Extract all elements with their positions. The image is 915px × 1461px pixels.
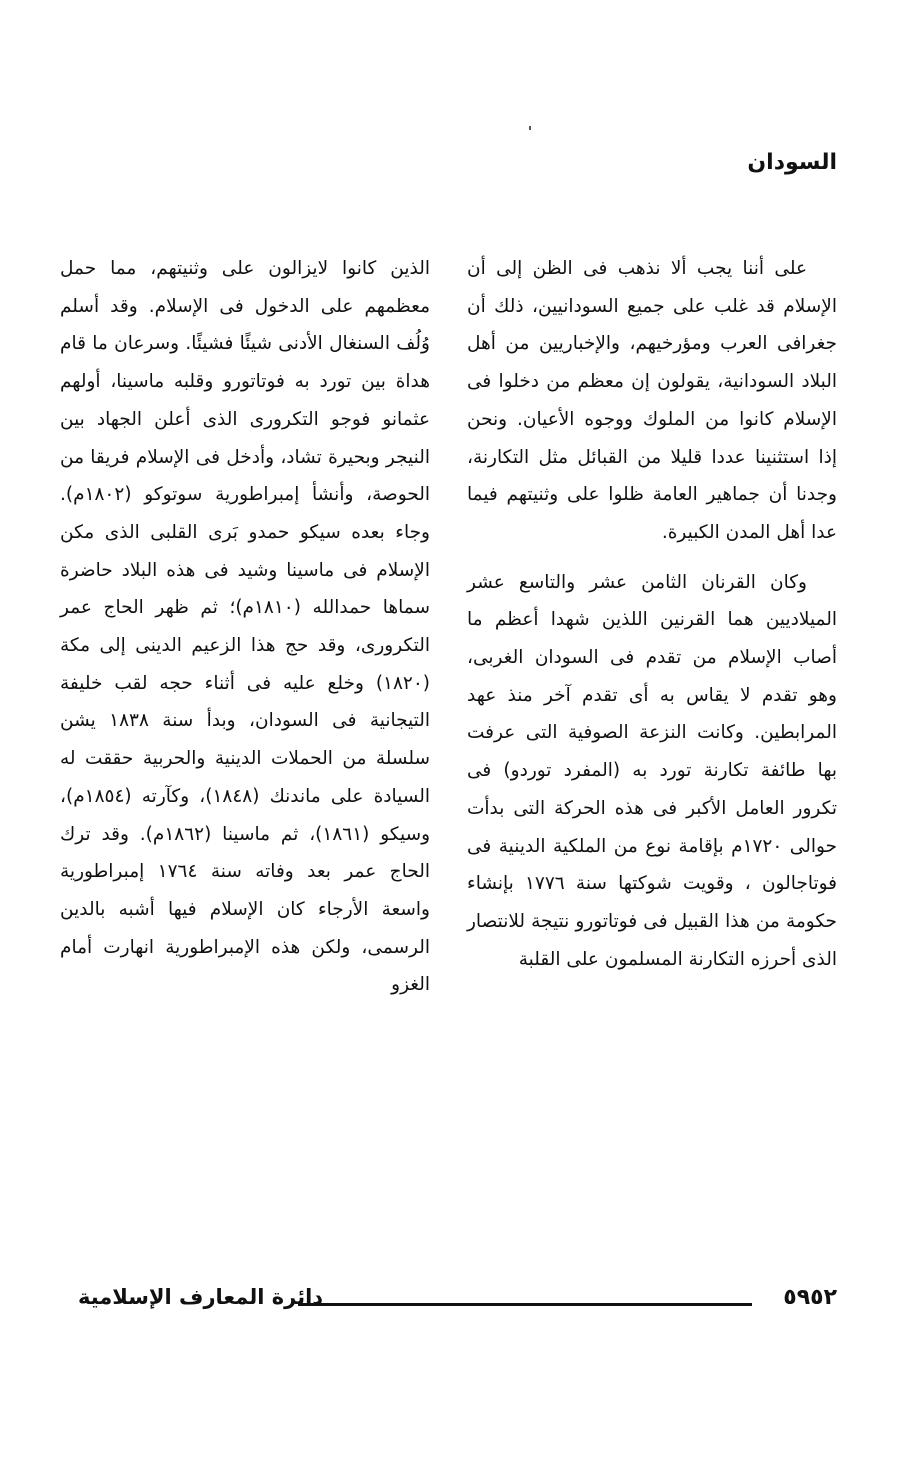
page-number: ٥٩٥٢ [783,1285,837,1310]
footer-rule [298,1303,752,1306]
paragraph: وكان القرنان الثامن عشر والتاسع عشر الميلاديين هما القرنين اللذين شهدا أعظم ما أصاب الإسلام من تقدم فى السودان الغربى، وهو تقدم لا يقاس به أى تقدم آخر منذ عهد المرابطين. وكانت النزعة الصوفية التى عرفت بها طائفة تكارنة تورد به (المفرد توردو) فى تكرور العامل الأكبر فى هذه الحركة التى بدأت حوالى ١٧٢٠م بإقامة نوع من الملكية الدينية فى فوتاجالون ، وقويت شوكتها سنة ١٧٧٦ بإنشاء حكومة من هذا القبيل فى فوتاتورو نتيجة للانتصار الذى أحرزه التكارنة المسلمون على القلبة [467,571,837,970]
scan-speck [529,126,531,130]
paragraph: الذين كانوا لايزالون على وثنيتهم، مما حمل معظمهم على الدخول فى الإسلام. وقد أسلم وُلُف السنغال الأدنى شيئًا فشيئًا. وسرعان ما قام هداة بين تورد به فوتاتورو وقلبه ماسينا، أولهم عثمانو فوجو التكرورى الذى أعلن الجهاد بين النيجر وبحيرة تشاد، وأدخل فى الإسلام فريقا من الحوصة، وأنشأ إمبراطورية سوتوكو (١٨٠٢م). وجاء بعده سيكو حمدو بَرى القلبى الذى مكن الإسلام فى ماسينا وشيد فى هذه البلاد حاضرة سماها حمدالله (١٨١٠م)؛ ثم ظهر الحاج عمر التكرورى، وقد حج هذا الزعيم الدينى إلى مكة (١٨٢٠) وخلع عليه فى أثناء حجه لقب خليفة التيجانية فى السودان، وبدأ سنة ١٨٣٨ يشن سلسلة من الحملات الدينية والحربية حققت له السيادة على ماندنك (١٨٤٨)، وكآرته (١٨٥٤م)، وسيكو (١٨٦١)، ثم ماسينا (١٨٦٢م). وقد ترك الحاج عمر بعد وفاته سنة ١٧٦٤ إمبراطورية واسعة الأرجاء كان الإسلام فيها أشبه بالدين الرسمى، ولكن هذه الإمبراطورية انهارت أمام الغزو [60,258,431,996]
running-head-title: السودان [747,150,837,175]
publication-title: دائرة المعارف الإسلامية [78,1285,324,1309]
page-footer [78,1285,837,1325]
text-column-right [467,250,837,990]
text-column-left [60,250,430,1016]
paragraph: على أننا يجب ألا نذهب فى الظن إلى أن الإسلام قد غلب على جميع السودانيين، ذلك أن جغرافى العرب ومؤرخيهم، والإخباريين من أهل البلاد السودانية، يقولون إن معظم من دخلوا فى الإسلام كانوا من الملوك ووجوه الأعيان. ونحن إذا استثنينا عددا قليلا من القبائل مثل التكارنة، وجدنا أن جماهير العامة ظلوا على وثنيتهم فيما عدا أهل المدن الكبيرة. [467,258,837,543]
